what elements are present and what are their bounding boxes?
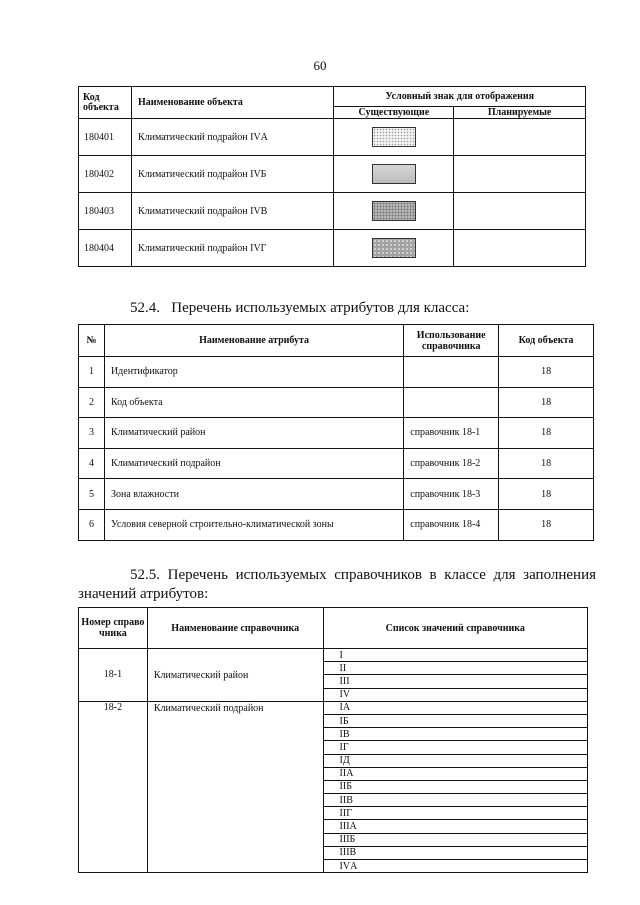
object-name: Климатический подрайон IVА bbox=[131, 119, 333, 156]
section-title-line1: 52.5. Перечень используемых справочников в классе для заполнения bbox=[130, 567, 596, 583]
object-code: 180403 bbox=[79, 193, 132, 230]
attr-name: Идентификатор bbox=[104, 357, 403, 388]
section-title-line2: значений атрибутов: bbox=[78, 586, 209, 602]
ref-value: III bbox=[323, 675, 587, 688]
page-number: 60 bbox=[313, 58, 327, 73]
attr-ref bbox=[404, 357, 499, 388]
legend-swatch bbox=[372, 164, 416, 184]
row-num: 6 bbox=[79, 509, 105, 540]
table-row bbox=[79, 479, 594, 510]
attr-code: 18 bbox=[499, 387, 594, 418]
header-symbol: Условный знак для отображения bbox=[334, 87, 586, 107]
row-num: 3 bbox=[79, 418, 105, 449]
object-name: Климатический подрайон IVГ bbox=[131, 230, 333, 267]
attr-name: Код объекта bbox=[104, 387, 403, 418]
attr-ref: справочник 18-4 bbox=[404, 509, 499, 540]
section-title-attributes: 52.4. Перечень используемых атрибутов для класса: bbox=[130, 300, 470, 316]
ref-value: IIБ bbox=[323, 780, 587, 793]
header-ref-number: Номер справочника bbox=[79, 608, 148, 649]
table-row bbox=[79, 448, 594, 479]
attr-ref: справочник 18-1 bbox=[404, 418, 499, 449]
ref-value: I bbox=[323, 649, 587, 662]
attributes-table bbox=[78, 324, 594, 541]
attr-ref: справочник 18-3 bbox=[404, 479, 499, 510]
ref-value: IVА bbox=[323, 860, 587, 873]
ref-value: IД bbox=[323, 754, 587, 767]
header-code: Код объекта bbox=[79, 87, 132, 119]
attr-ref: справочник 18-2 bbox=[404, 448, 499, 479]
header-num: № bbox=[79, 325, 105, 357]
attr-code: 18 bbox=[499, 357, 594, 388]
row-num: 5 bbox=[79, 479, 105, 510]
ref-id: 18-2 bbox=[79, 701, 148, 872]
attr-name: Зона влажности bbox=[104, 479, 403, 510]
table-row bbox=[79, 156, 586, 193]
table-row bbox=[79, 509, 594, 540]
ref-value: IГ bbox=[323, 741, 587, 754]
ref-id: 18-1 bbox=[79, 649, 148, 702]
object-code: 180404 bbox=[79, 230, 132, 267]
table-row bbox=[79, 418, 594, 449]
header-values: Список значений справочника bbox=[323, 608, 587, 649]
ref-value: IIГ bbox=[323, 807, 587, 820]
attr-code: 18 bbox=[499, 448, 594, 479]
object-code: 180401 bbox=[79, 119, 132, 156]
object-name: Климатический подрайон IVВ bbox=[131, 193, 333, 230]
legend-swatch bbox=[372, 238, 416, 258]
table-row bbox=[79, 387, 594, 418]
attr-ref bbox=[404, 387, 499, 418]
attr-code: 18 bbox=[499, 418, 594, 449]
ref-value: IV bbox=[323, 688, 587, 701]
ref-value: IIIБ bbox=[323, 833, 587, 846]
header-object-code: Код объекта bbox=[499, 325, 594, 357]
header-ref-name: Наименование справочника bbox=[147, 608, 323, 649]
table-row bbox=[79, 649, 588, 662]
header-attr-name: Наименование атрибута bbox=[104, 325, 403, 357]
attr-name: Условия северной строительно-климатической зоны bbox=[104, 509, 403, 540]
table-row bbox=[79, 357, 594, 388]
table-row bbox=[79, 193, 586, 230]
ref-value: IБ bbox=[323, 714, 587, 727]
row-num: 1 bbox=[79, 357, 105, 388]
ref-value: IIВ bbox=[323, 794, 587, 807]
header-ref-usage: Использование справочника bbox=[404, 325, 499, 357]
ref-name: Климатический подрайон bbox=[147, 701, 323, 872]
section-title-references bbox=[78, 566, 596, 604]
ref-value: IIА bbox=[323, 767, 587, 780]
ref-value: IВ bbox=[323, 728, 587, 741]
ref-value: II bbox=[323, 662, 587, 675]
objects-table bbox=[78, 86, 586, 267]
table-row bbox=[79, 119, 586, 156]
header-existing: Существующие bbox=[334, 107, 454, 119]
legend-swatch bbox=[372, 127, 416, 147]
attr-name: Климатический район bbox=[104, 418, 403, 449]
attr-name: Климатический подрайон bbox=[104, 448, 403, 479]
object-code: 180402 bbox=[79, 156, 132, 193]
ref-value: IIIА bbox=[323, 820, 587, 833]
header-planned: Планируемые bbox=[454, 107, 586, 119]
ref-name: Климатический район bbox=[147, 649, 323, 702]
object-name: Климатический подрайон IVБ bbox=[131, 156, 333, 193]
attr-code: 18 bbox=[499, 479, 594, 510]
ref-value: IIIВ bbox=[323, 846, 587, 859]
row-num: 2 bbox=[79, 387, 105, 418]
table-row bbox=[79, 230, 586, 267]
attr-code: 18 bbox=[499, 509, 594, 540]
legend-swatch bbox=[372, 201, 416, 221]
references-table bbox=[78, 607, 588, 873]
ref-value: IА bbox=[323, 701, 587, 714]
header-name: Наименование объекта bbox=[131, 87, 333, 119]
table-row bbox=[79, 701, 588, 714]
row-num: 4 bbox=[79, 448, 105, 479]
